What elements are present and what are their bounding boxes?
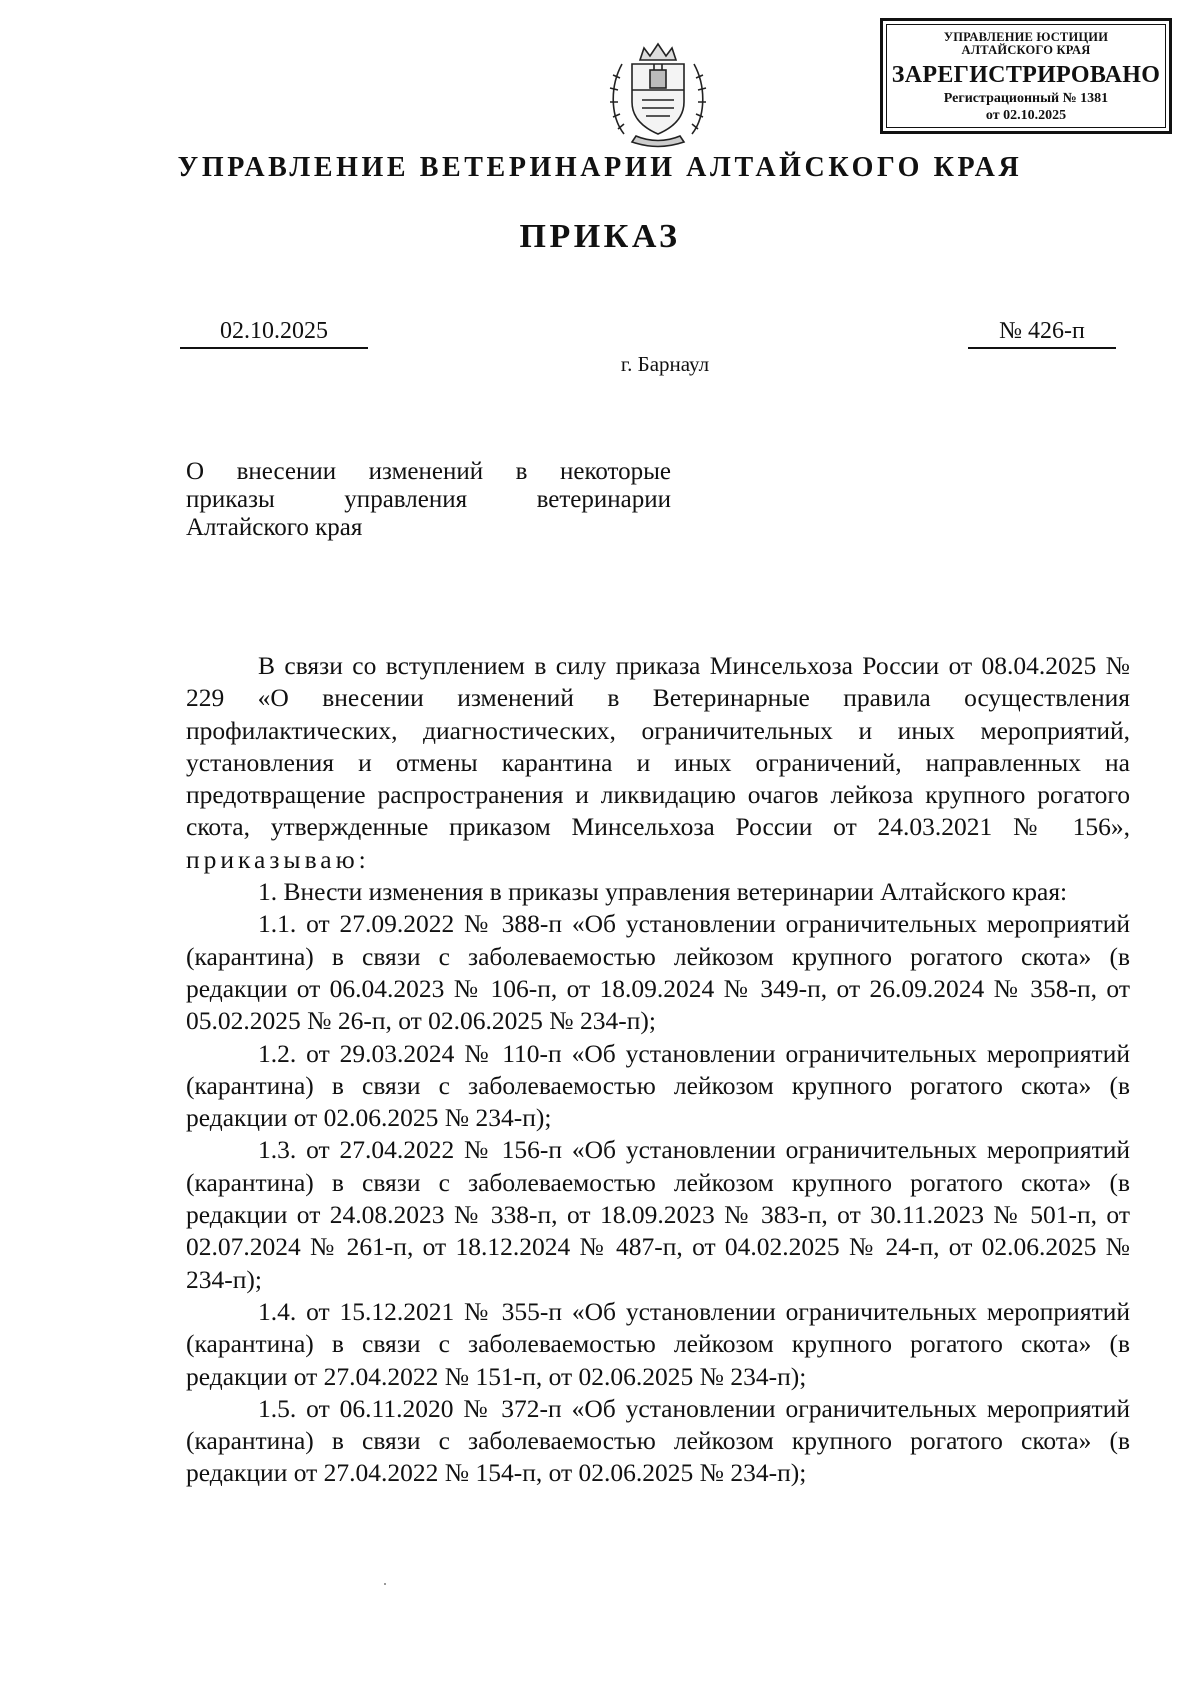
- item-paragraph: 1.1. от 27.09.2022 № 388-п «Об установлении ограничительных мероприятий (карантина) в связи с заболеваемостью лейкозом крупного рогатого скота» (в редакции от 06.04.2023 № 106-п, от 18.09.2024 № 349-п, от 26.09.2024 № 358-п, от 05.02.2025 № 26-п, от 02.06.2025 № 234-п);: [186, 909, 1130, 1036]
- organization-title: УПРАВЛЕНИЕ ВЕТЕРИНАРИИ АЛТАЙСКОГО КРАЯ: [177, 152, 1023, 183]
- stamp-status: ЗАРЕГИСТРИРОВАНО: [891, 62, 1161, 88]
- subject-line: Алтайского края: [186, 514, 363, 541]
- subject-line: приказы управления ветеринарии: [186, 486, 671, 513]
- stamp-registration-number: Регистрационный № 1381: [943, 91, 1109, 106]
- stamp-agency-line2: АЛТАЙСКОГО КРАЯ: [961, 43, 1091, 57]
- order-word: приказываю:: [186, 844, 370, 874]
- document-body: [186, 650, 1130, 1490]
- registration-stamp: [880, 18, 1172, 134]
- preamble-text: В связи со вступлением в силу приказа Минсельхоза России от 08.04.2025 № 229 «О внесении изменений в Ветеринарные правила осуществления профилактических, диагностических, ограничительных и иных мероприятий, установления и отмены карантина и иных ограничений, направленных на предотвращение распространения и ликвидацию очагов лейкоза крупного рогатого скота, утвержденные приказом Минсельхоза России от 24.03.2021 № 156»,: [186, 651, 1130, 842]
- document-subject: [186, 458, 671, 542]
- item-paragraph: 1.4. от 15.12.2021 № 355-п «Об установлении ограничительных мероприятий (карантина) в связи с заболеваемостью лейкозом крупного рогатого скота» (в редакции от 27.04.2022 № 151-п, от 02.06.2025 № 234-п);: [186, 1296, 1130, 1391]
- item-paragraph: 1.5. от 06.11.2020 № 372-п «Об установлении ограничительных мероприятий (карантина) в связи с заболеваемостью лейкозом крупного рогатого скота» (в редакции от 27.04.2022 № 154-п, от 02.06.2025 № 234-п);: [186, 1393, 1130, 1488]
- item-paragraph: 1. Внести изменения в приказы управления ветеринарии Алтайского края:: [258, 877, 1068, 907]
- document-city: г. Барнаул: [620, 352, 710, 376]
- document-type: ПРИКАЗ: [519, 218, 681, 255]
- stamp-agency-line1: УПРАВЛЕНИЕ ЮСТИЦИИ: [943, 30, 1109, 44]
- item-paragraph: 1.3. от 27.04.2022 № 156-п «Об установлении ограничительных мероприятий (карантина) в связи с заболеваемостью лейкозом крупного рогатого скота» (в редакции от 24.08.2023 № 338-п, от 18.09.2023 № 383-п, от 30.11.2023 № 501-п, от 02.07.2024 № 261-п, от 18.12.2024 № 487-п, от 04.02.2025 № 24-п, от 02.06.2025 № 234-п);: [186, 1135, 1130, 1294]
- subject-line: О внесении изменений в некоторые: [186, 458, 671, 485]
- coat-of-arms-emblem: [606, 38, 710, 148]
- preamble-paragraph: [186, 650, 1130, 876]
- stamp-registration-date: от 02.10.2025: [985, 108, 1067, 123]
- document-date: 02.10.2025: [180, 318, 368, 349]
- scan-speck: [384, 1583, 386, 1585]
- item-paragraph: 1.2. от 29.03.2024 № 110-п «Об установлении ограничительных мероприятий (карантина) в связи с заболеваемостью лейкозом крупного рогатого скота» (в редакции от 02.06.2025 № 234-п);: [186, 1038, 1130, 1133]
- document-number: № 426-п: [968, 318, 1116, 349]
